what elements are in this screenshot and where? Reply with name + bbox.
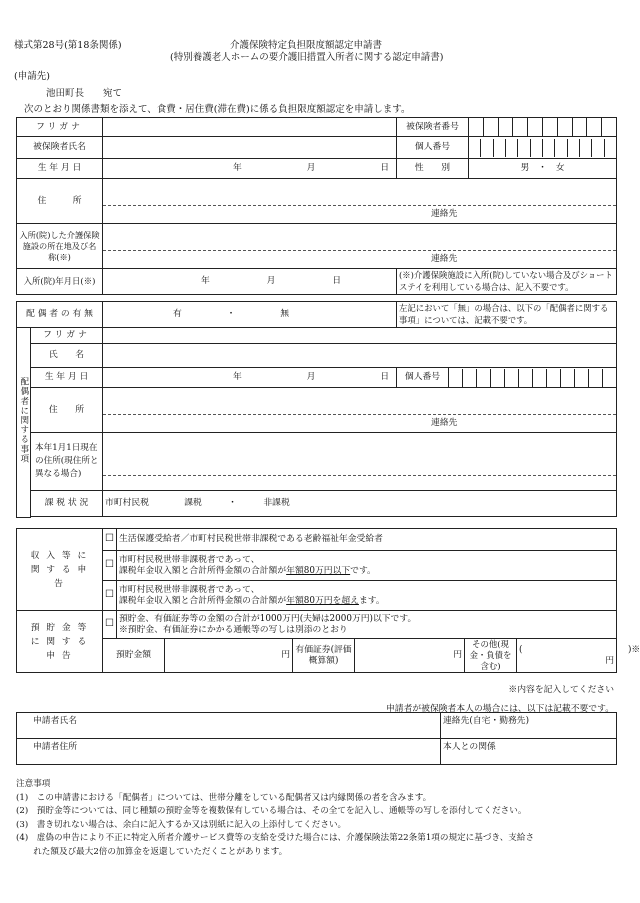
income-opt3-line2 [119,596,614,607]
other-paren: ( )※ [519,644,640,655]
digit-box[interactable] [491,369,505,387]
spouse-jan1-label: 本年1月1日現在の住所(現住所と異なる場合) [31,433,103,491]
securities-label: 有価証券(評価概算額) [293,639,355,673]
income-opt3-b: 課税年金収入額と合計所得金額の合計額が [119,595,287,606]
note-item: れた額及び最大2倍の加算金を返還していただくことがあります。 [16,846,288,857]
income-table [16,528,617,611]
address-label: 住 所 [17,179,103,224]
digit-box[interactable] [469,118,484,136]
addressee: 池田町長 宛て [46,88,123,99]
spouse-side-text: 配偶者に関する事項 [18,377,29,464]
spouse-has-field[interactable] [103,302,397,328]
digit-box[interactable] [513,118,528,136]
notes-section [16,778,534,859]
savings-table [16,610,640,673]
spouse-no[interactable]: 無 [280,309,290,319]
note-item: (1) この申請書における「配偶者」については、世帯分離をしている配偶者又は内縁関係の者を含みます。 [16,792,432,803]
applicant-name-label: 申請者氏名 [33,716,77,726]
spouse-name-label: 氏 名 [31,344,103,368]
savings-text [117,611,617,639]
income-opt3-text [117,581,617,611]
spouse-furigana-label: フリガナ [31,328,103,344]
digit-box[interactable] [587,118,602,136]
income-opt2-c: 年額80万円以下 [286,565,351,576]
income-opt3-line1: 市町村民税世帯非課税者であって、 [119,584,260,595]
applicant-to-label: (申請先) [14,71,50,82]
digit-box[interactable] [592,139,604,157]
digit-box[interactable] [463,369,477,387]
spouse-day-unit: 日 [380,372,390,382]
insured-number-label: 被保険者番号 [397,118,469,137]
spouse-address-label: 住 所 [31,388,103,433]
digit-box[interactable] [543,139,555,157]
admit-note: (※)介護保険施設に入所(院)していない場合及びショートステイを利用している場合は、記入不要です。 [397,269,617,295]
other-label: その他(現金・負債を含む) [465,639,517,673]
digit-box[interactable] [469,139,481,157]
applicant-contact-label: 連絡先(自宅・勤務先) [443,716,530,726]
admit-month-unit: 月 [266,276,276,286]
address-contact-label: 連絡先 [431,209,458,220]
other-field[interactable] [517,639,640,673]
spouse-dob-field[interactable] [103,368,397,388]
deposit-field[interactable]: 円 [165,639,293,673]
applicant-relation-label: 本人との関係 [443,742,496,752]
digit-box[interactable] [481,139,493,157]
income-opt2-line2 [119,566,614,577]
sex-options[interactable]: 男 ・ 女 [469,159,617,179]
spouse-address-field[interactable] [103,388,617,433]
digit-box[interactable] [519,369,533,387]
digit-box[interactable] [499,118,514,136]
digit-box[interactable] [518,139,530,157]
address-field[interactable] [103,179,617,224]
facility-label: 入所(院)した介護保険施設の所在地及び名称(※) [17,224,103,269]
digit-box[interactable] [575,369,589,387]
insured-name-field[interactable] [103,137,397,159]
applicant-address-label: 申請者住所 [33,742,77,752]
applicant-contact-field[interactable] [441,713,617,739]
income-opt2-d: です。 [350,565,376,576]
note-item: (4) 虚偽の申告により不正に特定入所者介護サービス費等の支給を受けた場合には、介護保険法第22条第1項の規定に基づき、支給さ [16,833,535,843]
spouse-table [16,301,617,518]
facility-contact-label: 連絡先 [431,254,458,265]
notes-heading: 注意事項 [16,779,51,789]
digit-box[interactable] [506,139,518,157]
deposit-label: 預貯金額 [103,639,165,673]
spouse-yes[interactable]: 有 [173,309,182,319]
digit-box[interactable] [602,118,616,136]
furigana-label: フリガナ [17,118,103,137]
spouse-personal-number-label: 個人番号 [397,368,449,388]
facility-field[interactable] [103,224,617,269]
note-item: (2) 預貯金等については、同じ種類の預貯金等を複数保有している場合は、その全てを記入し、通帳等の写しを添付してください。 [16,806,527,816]
dob-label: 生 年 月 日 [17,159,103,179]
admit-date-label: 入所(院)年月日(※) [17,269,103,295]
digit-box[interactable] [449,369,463,387]
digit-box[interactable] [603,369,616,387]
digit-box[interactable] [531,139,543,157]
digit-box[interactable] [573,118,588,136]
digit-box[interactable] [589,369,603,387]
other-yen: 円 [605,655,614,666]
savings-line1: 預貯金、有価証券等の金額の合計が1000万円(夫婦は2000万円)以下です。 [119,613,417,624]
spouse-dob-label: 生 年 月 日 [31,368,103,388]
digit-box[interactable] [547,369,561,387]
applicant-relation-field[interactable] [441,739,617,765]
year-unit: 年 [233,163,242,173]
insured-name-label: 被保険者氏名 [17,137,103,159]
digit-box[interactable] [568,139,580,157]
digit-box[interactable] [528,118,543,136]
income-label: 収 入 等 に 関 す る 申 告 [17,529,103,611]
digit-box[interactable] [580,139,592,157]
applicant-name-field[interactable] [17,713,441,739]
note-item: (3) 書き切れない場合は、余白に記入するか又は別紙に記入の上添付してください。 [16,819,347,830]
spouse-name-field[interactable] [103,344,617,368]
securities-field[interactable]: 円 [355,639,465,673]
insured-person-table [16,117,617,295]
personal-number-field[interactable] [469,137,617,159]
digit-box[interactable] [533,369,547,387]
admit-year-unit: 年 [201,276,210,286]
spouse-tax-field[interactable]: 市町村民税 課税 ・ 非課税 [103,491,617,517]
fill-note: ※内容を記入してください [508,685,614,695]
applicant-address-field[interactable] [17,739,441,765]
form-subtitle: (特別養護老人ホームの要介護旧措置入所者に関する認定申請書) [170,52,444,63]
digit-box[interactable] [543,118,558,136]
spouse-side-label [17,328,31,518]
applicant-table [16,712,617,765]
digit-box[interactable] [561,369,575,387]
spouse-note: 左記において「無」の場合は、以下の「配偶者に関する事項」については、記載不要です。 [397,302,617,328]
furigana-field[interactable] [103,118,397,137]
spouse-month-unit: 月 [306,372,316,382]
savings-checkbox[interactable]: ☐ [103,611,117,639]
digit-box[interactable] [558,118,573,136]
income-opt2-b: 課税年金収入額と合計所得金額の合計額が [119,565,287,576]
digit-box[interactable] [494,139,506,157]
personal-number-label: 個人番号 [397,137,469,159]
applicant-note: 申請者が被保険者本人の場合には、以下は記載不要です。 [385,704,614,714]
digit-box[interactable] [505,369,519,387]
day-unit: 日 [380,163,390,173]
admit-day-unit: 日 [332,276,342,286]
savings-label: 預 貯 金 等 に 関 す る 申 告 [17,611,103,673]
spouse-tax-label: 課 税 状 況 [31,491,103,517]
income-opt2-checkbox[interactable]: ☐ [103,551,117,581]
income-opt1-checkbox[interactable]: ☐ [103,529,117,551]
spouse-has-label: 配 偶 者 の 有 無 [17,302,103,328]
form-number: 様式第28号(第18条関係) [14,40,122,51]
income-opt3-d: ます。 [358,595,385,606]
income-opt2-line1: 市町村民税世帯非課税者であって、 [119,554,260,565]
month-unit: 月 [306,163,316,173]
spouse-personal-number-field[interactable] [449,368,617,388]
spouse-year-unit: 年 [233,372,242,382]
sex-label: 性 別 [397,159,469,179]
insured-number-field[interactable] [469,118,617,137]
spouse-jan1-field[interactable] [103,433,617,491]
admit-date-field[interactable] [103,269,397,295]
form-title: 介護保険特定負担限度額認定申請書 [230,40,383,51]
income-opt2-text [117,551,617,581]
digit-box[interactable] [555,139,567,157]
intro-text: 次のとおり関係書類を添えて、食費・居住費(滞在費)に係る負担限度額認定を申請します。 [24,104,411,115]
spouse-dot: ・ [226,309,236,319]
spouse-contact-label: 連絡先 [431,418,458,429]
spouse-furigana-field[interactable] [103,328,617,344]
digit-box[interactable] [477,369,491,387]
savings-line2: ※預貯金、有価証券にかかる通帳等の写しは別添のとおり [119,624,348,635]
dob-field[interactable] [103,159,397,179]
digit-box[interactable] [605,139,616,157]
income-opt1-text: 生活保護受給者／市町村民税世帯非課税である老齢福祉年金受給者 [117,529,617,551]
income-opt3-c: 年額80万円を超え [286,595,359,606]
digit-box[interactable] [484,118,499,136]
income-opt3-checkbox[interactable]: ☐ [103,581,117,611]
